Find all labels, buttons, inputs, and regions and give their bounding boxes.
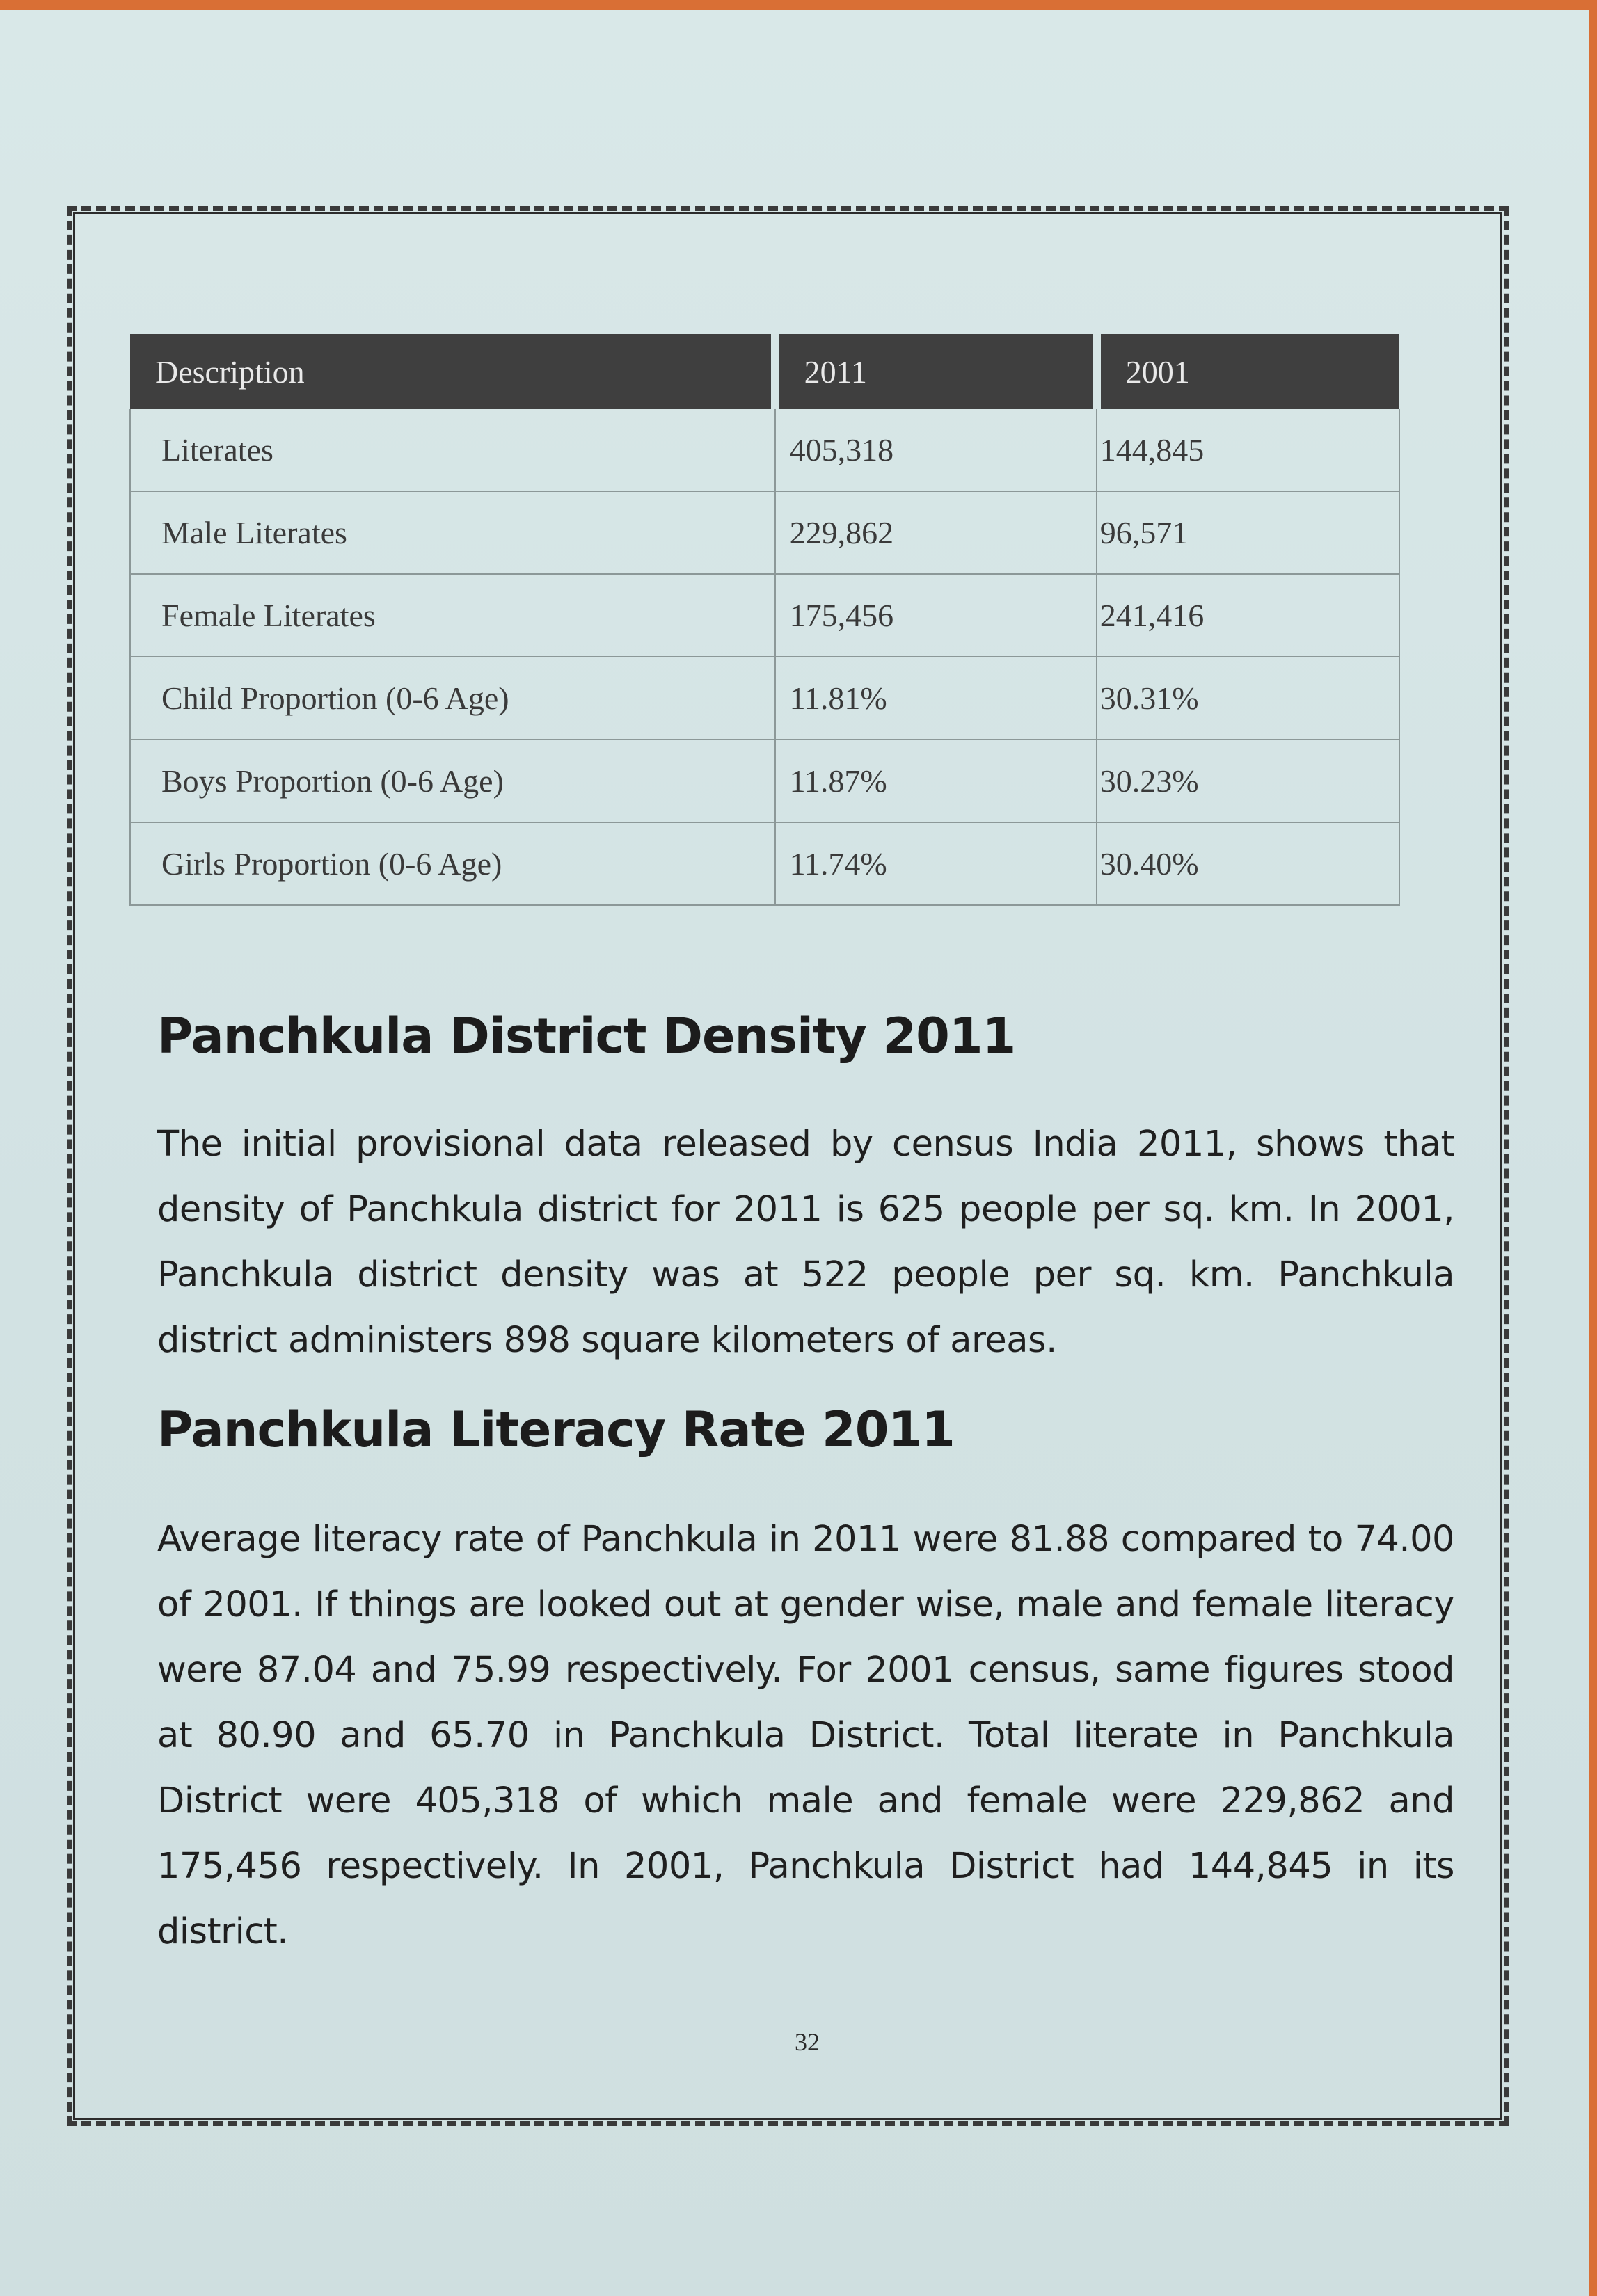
page-number: 32 (795, 2028, 820, 2056)
table-row (130, 657, 1399, 740)
table-row (130, 740, 1399, 822)
row-description: Child Proportion (0-6 Age) (130, 657, 775, 740)
header-description: Description (130, 334, 775, 409)
row-description: Literates (130, 409, 775, 491)
row-description: Boys Proportion (0-6 Age) (130, 740, 775, 822)
row-value-2001: 30.40% (1097, 822, 1399, 905)
table-header-row (130, 334, 1399, 409)
literacy-heading: Panchkula Literacy Rate 2011 (157, 1401, 955, 1458)
row-value-2011: 11.81% (775, 657, 1097, 740)
literacy-paragraph: Average literacy rate of Panchkula in 2011 were 81.88 compared to 74.00 of 2001. If things are looked out at gender wise, male and female literacy were 87.04 and 75.99 respectively. For 2001 census, same figures stood at 80.90 and 65.70 in Panchkula District. Total literate in Panchkula District were 405,318 of which male and female were 229,862 and 175,456 respectively. In 2001, Panchkula District had 144,845 in its district. (157, 1519, 1454, 1952)
density-paragraph: The initial provisional data released by census India 2011, shows that density of Panchkula district for 2011 is 625 people per sq. km. In 2001, Panchkula district density was at 522 people per sq. km. Panchkula district administers 898 square kilometers of areas. (157, 1124, 1454, 1361)
header-2001: 2001 (1097, 334, 1399, 409)
row-value-2011: 229,862 (775, 491, 1097, 574)
document-page (0, 10, 1589, 2296)
row-value-2001: 144,845 (1097, 409, 1399, 491)
row-value-2001: 30.31% (1097, 657, 1399, 740)
row-value-2011: 11.87% (775, 740, 1097, 822)
row-value-2011: 175,456 (775, 574, 1097, 657)
header-2011: 2011 (775, 334, 1097, 409)
table-row (130, 822, 1399, 905)
table-row (130, 491, 1399, 574)
table-row (130, 409, 1399, 491)
density-heading: Panchkula District Density 2011 (157, 1007, 1016, 1065)
row-value-2011: 11.74% (775, 822, 1097, 905)
row-description: Girls Proportion (0-6 Age) (130, 822, 775, 905)
row-value-2001: 96,571 (1097, 491, 1399, 574)
table-row (130, 574, 1399, 657)
row-description: Female Literates (130, 574, 775, 657)
literacy-data-table (129, 334, 1400, 906)
row-description: Male Literates (130, 491, 775, 574)
row-value-2001: 30.23% (1097, 740, 1399, 822)
row-value-2011: 405,318 (775, 409, 1097, 491)
row-value-2001: 241,416 (1097, 574, 1399, 657)
